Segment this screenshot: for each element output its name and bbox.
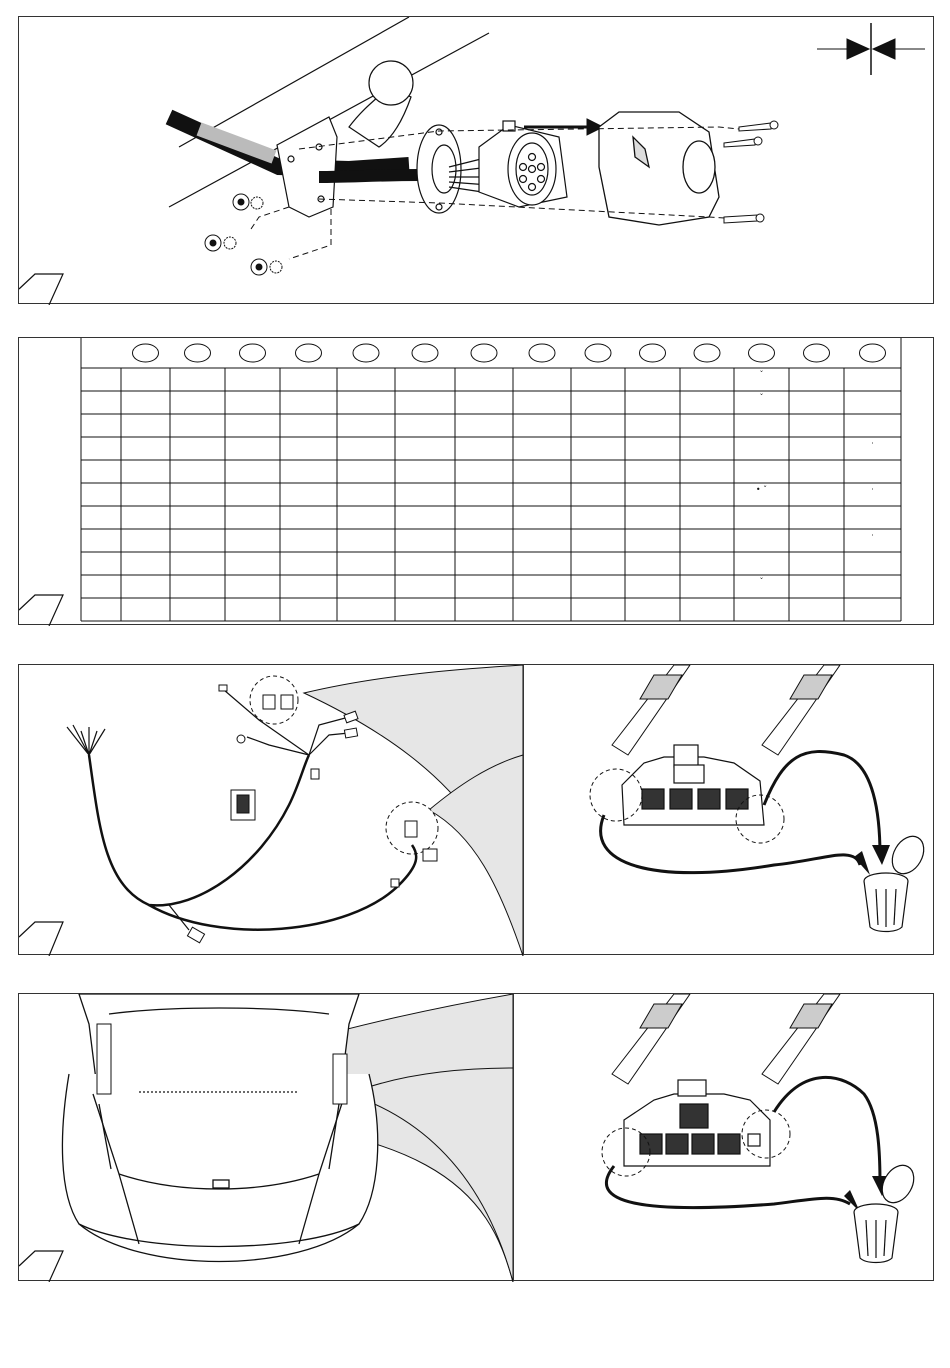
connector-cutting-illustration-2 xyxy=(514,994,935,1282)
table-grid xyxy=(81,338,901,621)
table-cell-mark: · xyxy=(871,439,874,448)
page-corner-step-icon xyxy=(19,1251,63,1282)
table-cell-mark: • ˇ xyxy=(755,485,768,494)
column-header-oval xyxy=(804,344,830,362)
car-trunk-illustration xyxy=(19,994,515,1282)
column-header-oval xyxy=(640,344,666,362)
table-cell-mark: · xyxy=(871,531,874,540)
column-header-oval xyxy=(185,344,211,362)
panel-fitting-table xyxy=(18,337,934,625)
column-header-oval xyxy=(529,344,555,362)
column-header-oval xyxy=(585,344,611,362)
panel-wiring-harness xyxy=(18,664,524,955)
nuts-washers xyxy=(205,194,282,275)
table-cell-mark: ˇ xyxy=(759,577,764,586)
cutter-knife-icon xyxy=(612,994,840,1084)
table-cell-mark: · xyxy=(871,485,874,494)
column-header-oval xyxy=(240,344,266,362)
wiring-harness-illustration xyxy=(19,665,525,956)
column-header-oval xyxy=(133,344,159,362)
panel-connector-cutting-2 xyxy=(513,993,934,1281)
column-header-oval xyxy=(860,344,886,362)
electrical-connector xyxy=(622,745,764,825)
trash-bin-icon xyxy=(854,1160,920,1263)
column-header-oval xyxy=(749,344,775,362)
compress-arrows-icon xyxy=(817,23,925,75)
page-corner-step-icon xyxy=(19,922,63,956)
connector-cutting-illustration-1 xyxy=(524,665,935,956)
panel-car-trunk xyxy=(18,993,514,1281)
page-corner-step-icon xyxy=(19,274,63,305)
page-corner-step-icon xyxy=(19,595,63,626)
column-header-oval xyxy=(694,344,720,362)
table-cell-mark: ˇ xyxy=(759,370,764,379)
panel-connector-cutting-1 xyxy=(523,664,934,955)
fitting-table xyxy=(19,338,935,626)
socket-flange xyxy=(417,125,461,213)
electrical-connector xyxy=(624,1080,770,1166)
screws xyxy=(724,121,778,223)
socket-assembly-illustration xyxy=(19,17,935,305)
column-header-oval xyxy=(353,344,379,362)
cutter-knife-icon xyxy=(612,665,840,755)
panel-socket-assembly xyxy=(18,16,934,304)
seven-pin-socket xyxy=(479,121,567,207)
socket-cover xyxy=(599,112,719,225)
mount-bracket xyxy=(277,117,337,217)
table-cell-mark: ˇ xyxy=(759,393,764,402)
column-header-oval xyxy=(296,344,322,362)
column-header-oval xyxy=(471,344,497,362)
column-header-oval xyxy=(412,344,438,362)
